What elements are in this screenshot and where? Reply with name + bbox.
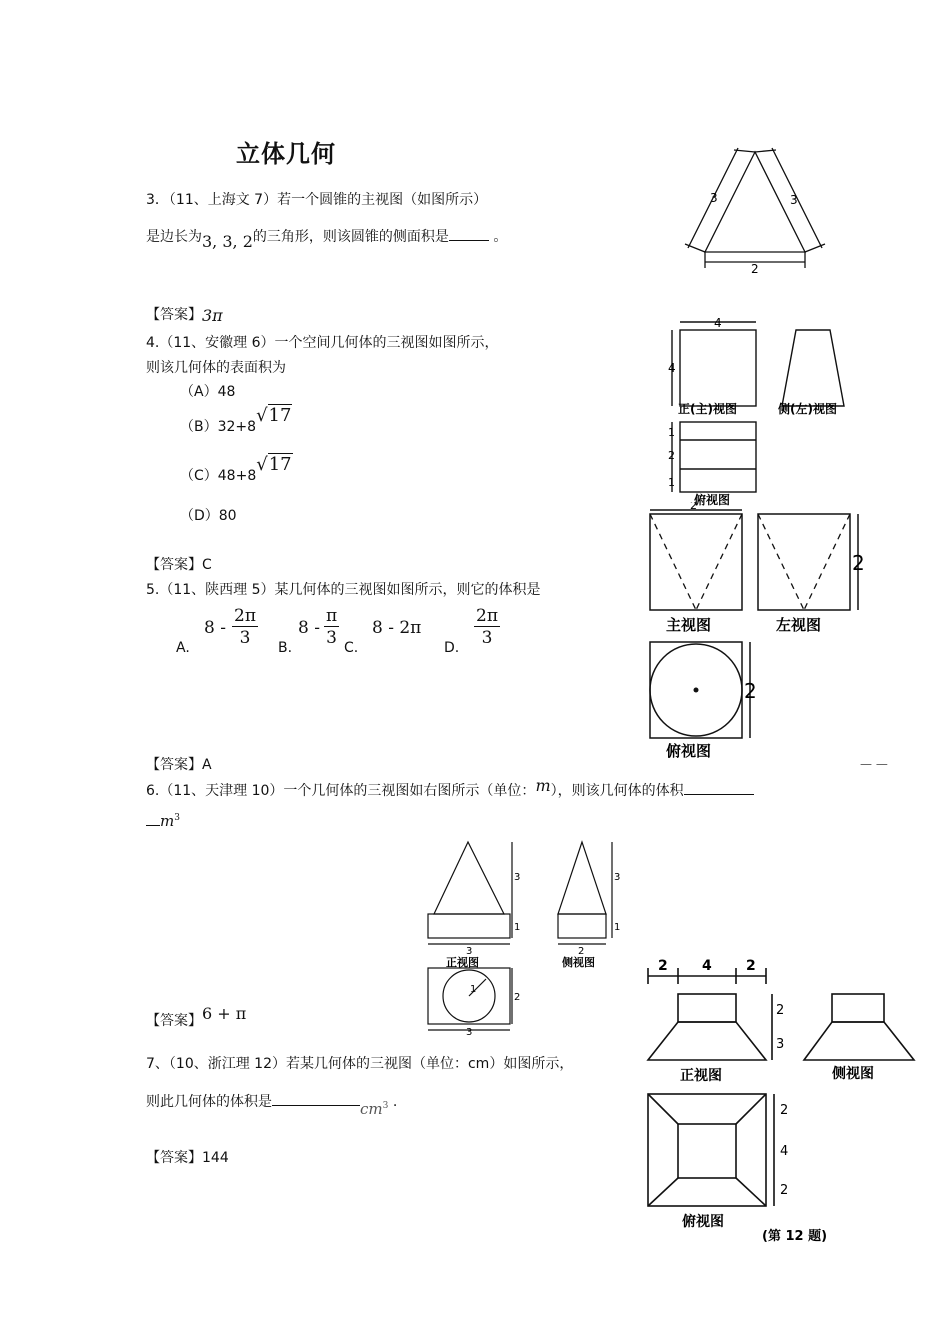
q7-answer-blank [272,1105,360,1106]
q5-fig-side-caption: 左视图 [776,616,822,634]
q3-line2-post: 的三角形，则该圆锥的侧面积是 [252,229,449,245]
page-title: 立体几何 [236,139,336,168]
q7-fig-side-caption: 侧视图 [832,1066,874,1082]
q5-front-view [650,514,742,610]
q6-fig-plan-h: 2 [514,992,521,1003]
q6-answer-value: 6 + π [202,1004,247,1023]
q5-option-c-expr: 8 - 2π [372,618,422,638]
q3-line2 [146,226,508,251]
q7-line2-text: 则此几何体的体积是 [146,1094,272,1110]
q6-fig-front-caption: 正视图 [446,956,479,969]
q7-front-trapezoid [648,1022,766,1060]
q4-three-view-figure [664,316,874,506]
q5-three-view-figure [640,502,910,770]
q5-option-d-frac: $\frac{2\pi}{3}$ [476,606,498,648]
q6-fig-front-w: 3 [466,946,473,957]
q5-options [176,604,536,660]
q5-option-c-label: C. [344,640,359,656]
q5-option-a-label: A. [176,640,190,656]
q6-fig-front-h1: 3 [514,872,521,883]
q5-fig-plan-dim: 2 [744,679,757,703]
q7-fig-front-dim-2: 3 [776,1037,785,1052]
q4-answer-label: 【答案】 [146,557,202,573]
q3-line2-pre: 是边长为 [146,229,202,245]
q7-answer-value: 144 [202,1150,229,1166]
q7-plan-inner [678,1124,736,1178]
q5-fig-side-dim: 2 [852,551,865,575]
q7-side-top [832,994,884,1022]
q3-answer-label: 【答案】 [146,307,202,323]
q6-fig-plan-w: 3 [466,1027,473,1036]
q6-unit: m [535,776,551,795]
q7-fig-problem-tag: (第 12 题) [762,1229,828,1244]
q4-option-c-label: （C）48+8 [180,468,257,484]
q7-line2 [146,1088,398,1118]
q5-side-view [758,514,850,610]
q7-fig-plan-dim-1: 2 [780,1103,789,1118]
q6-fig-side-h2: 1 [614,922,621,933]
q7-fig-plan-dim-3: 2 [780,1183,789,1198]
q4-option-d: （D）80 [180,508,237,524]
q4-fig-front-caption: 正(主)视图 [678,402,737,416]
q4-plan-view [680,422,756,492]
q6-fig-front-h2: 1 [514,922,521,933]
q6-fig-plan-r: 1 [470,984,477,995]
q6-line2 [146,808,180,832]
q6-unit2: $m^3$ [160,812,180,830]
q6-fig-side-h1: 3 [614,872,621,883]
q6-front-base [428,914,510,938]
q6-line1-pre: 6.（11、天津理 10）一个几何体的三视图如右图所示（单位： [146,783,536,799]
q5-option-a-frac: $\frac{2\pi}{3}$ [234,606,256,648]
q7-side-trapezoid [804,1022,914,1060]
q6-three-view-figure [420,836,630,1036]
q7-unit: $cm^3$ [360,1100,389,1118]
q4-fig-side-caption: 侧(左)视图 [778,402,837,416]
q4-option-b [180,405,292,437]
q6-line1 [146,776,754,801]
q4-line1: 4.（11、安徽理 6）一个空间几何体的三视图如图所示， [146,335,499,351]
q6-line1-post: ），则该几何体的体积 [550,783,684,799]
q5-fig-front-caption: 主视图 [666,616,712,634]
q3-sides: 3, 3, 2 [202,232,253,251]
q5-option-b-label: B. [278,640,293,656]
q3-fig-left-label: 3 [710,191,718,205]
q4-fig-plan-dim-2: 2 [668,449,675,462]
q4-front-view [680,330,756,406]
q6-answer-blank [684,794,754,795]
q6-front-triangle [434,842,504,914]
q6-side-base [558,914,606,938]
q6-answer [146,1004,247,1031]
q4-fig-top-dim: 4 [714,316,722,330]
q4-line2: 则该几何体的表面积为 [146,360,286,376]
q7-line1: 7、（10、浙江理 12）若某几何体的三视图（单位：cm）如图所示， [146,1056,574,1072]
q5-fig-top-dim: 2 [690,502,697,512]
q7-three-view-figure [636,954,916,1246]
q4-option-b-label: （B）32+8 [180,419,257,435]
q6-side-triangle [558,842,606,914]
q6-fig-side-caption: 侧视图 [562,956,595,969]
q4-answer-value: C [202,557,212,573]
q5-line1: 5.（11、陕西理 5）某几何体的三视图如图所示，则它的体积是 [146,582,541,598]
q6-answer-blank-cont [146,825,160,826]
q5-fig-dash: — — [860,757,888,770]
q4-fig-plan-dim-3: 1 [668,476,675,489]
q4-option-c-root: √17 [256,454,292,475]
q3-answer-value: 3π [202,306,223,325]
q7-fig-top-dim-1: 2 [658,958,668,974]
q5-option-a-expr: 8 - [204,618,226,638]
q7-answer-label: 【答案】 [146,1150,202,1166]
q6-fig-side-w: 2 [578,946,585,957]
q7-fig-front-caption: 正视图 [680,1068,722,1084]
q7-fig-plan-caption: 俯视图 [682,1214,724,1230]
q5-answer [146,755,212,775]
q6-answer-label: 【答案】 [146,1013,202,1029]
q5-option-d-label: D. [444,640,460,656]
q3-fig-right-label: 3 [790,193,798,207]
q4-option-c [180,454,293,486]
q7-fig-front-dim-1: 2 [776,1003,785,1018]
q4-fig-plan-caption: 俯视图 [694,493,731,506]
q7-front-top [678,994,736,1022]
q3-answer-blank [449,240,489,241]
q5-plan-center-dot [694,688,699,693]
q7-fig-plan-dim-2: 4 [780,1144,789,1159]
q4-fig-plan-dim-1: 1 [668,426,675,439]
q4-option-b-root: √17 [256,405,292,426]
q3-line2-end: 。 [493,229,508,245]
q5-answer-label: 【答案】 [146,757,202,773]
q7-answer [146,1148,229,1168]
q5-answer-value: A [202,757,212,773]
q4-side-view [782,330,844,406]
q4-fig-side-dim: 4 [668,361,676,375]
q5-fig-plan-caption: 俯视图 [666,742,712,760]
q7-fig-top-dim-2: 4 [702,958,712,974]
q4-option-a: （A）48 [180,384,236,400]
q3-fig-bottom-label: 2 [751,262,759,276]
q4-answer [146,555,212,575]
q7-line2-end: . [392,1094,398,1110]
q5-option-b-expr: 8 - [298,618,320,638]
q5-option-b-frac: $\frac{\pi}{3}$ [326,606,338,648]
q7-fig-top-dim-3: 2 [746,958,756,974]
q3-triangle-figure [680,140,830,280]
q3-answer [146,304,223,325]
q3-line1: 3．（11、上海文 7）若一个圆锥的主视图（如图所示） [146,192,488,208]
